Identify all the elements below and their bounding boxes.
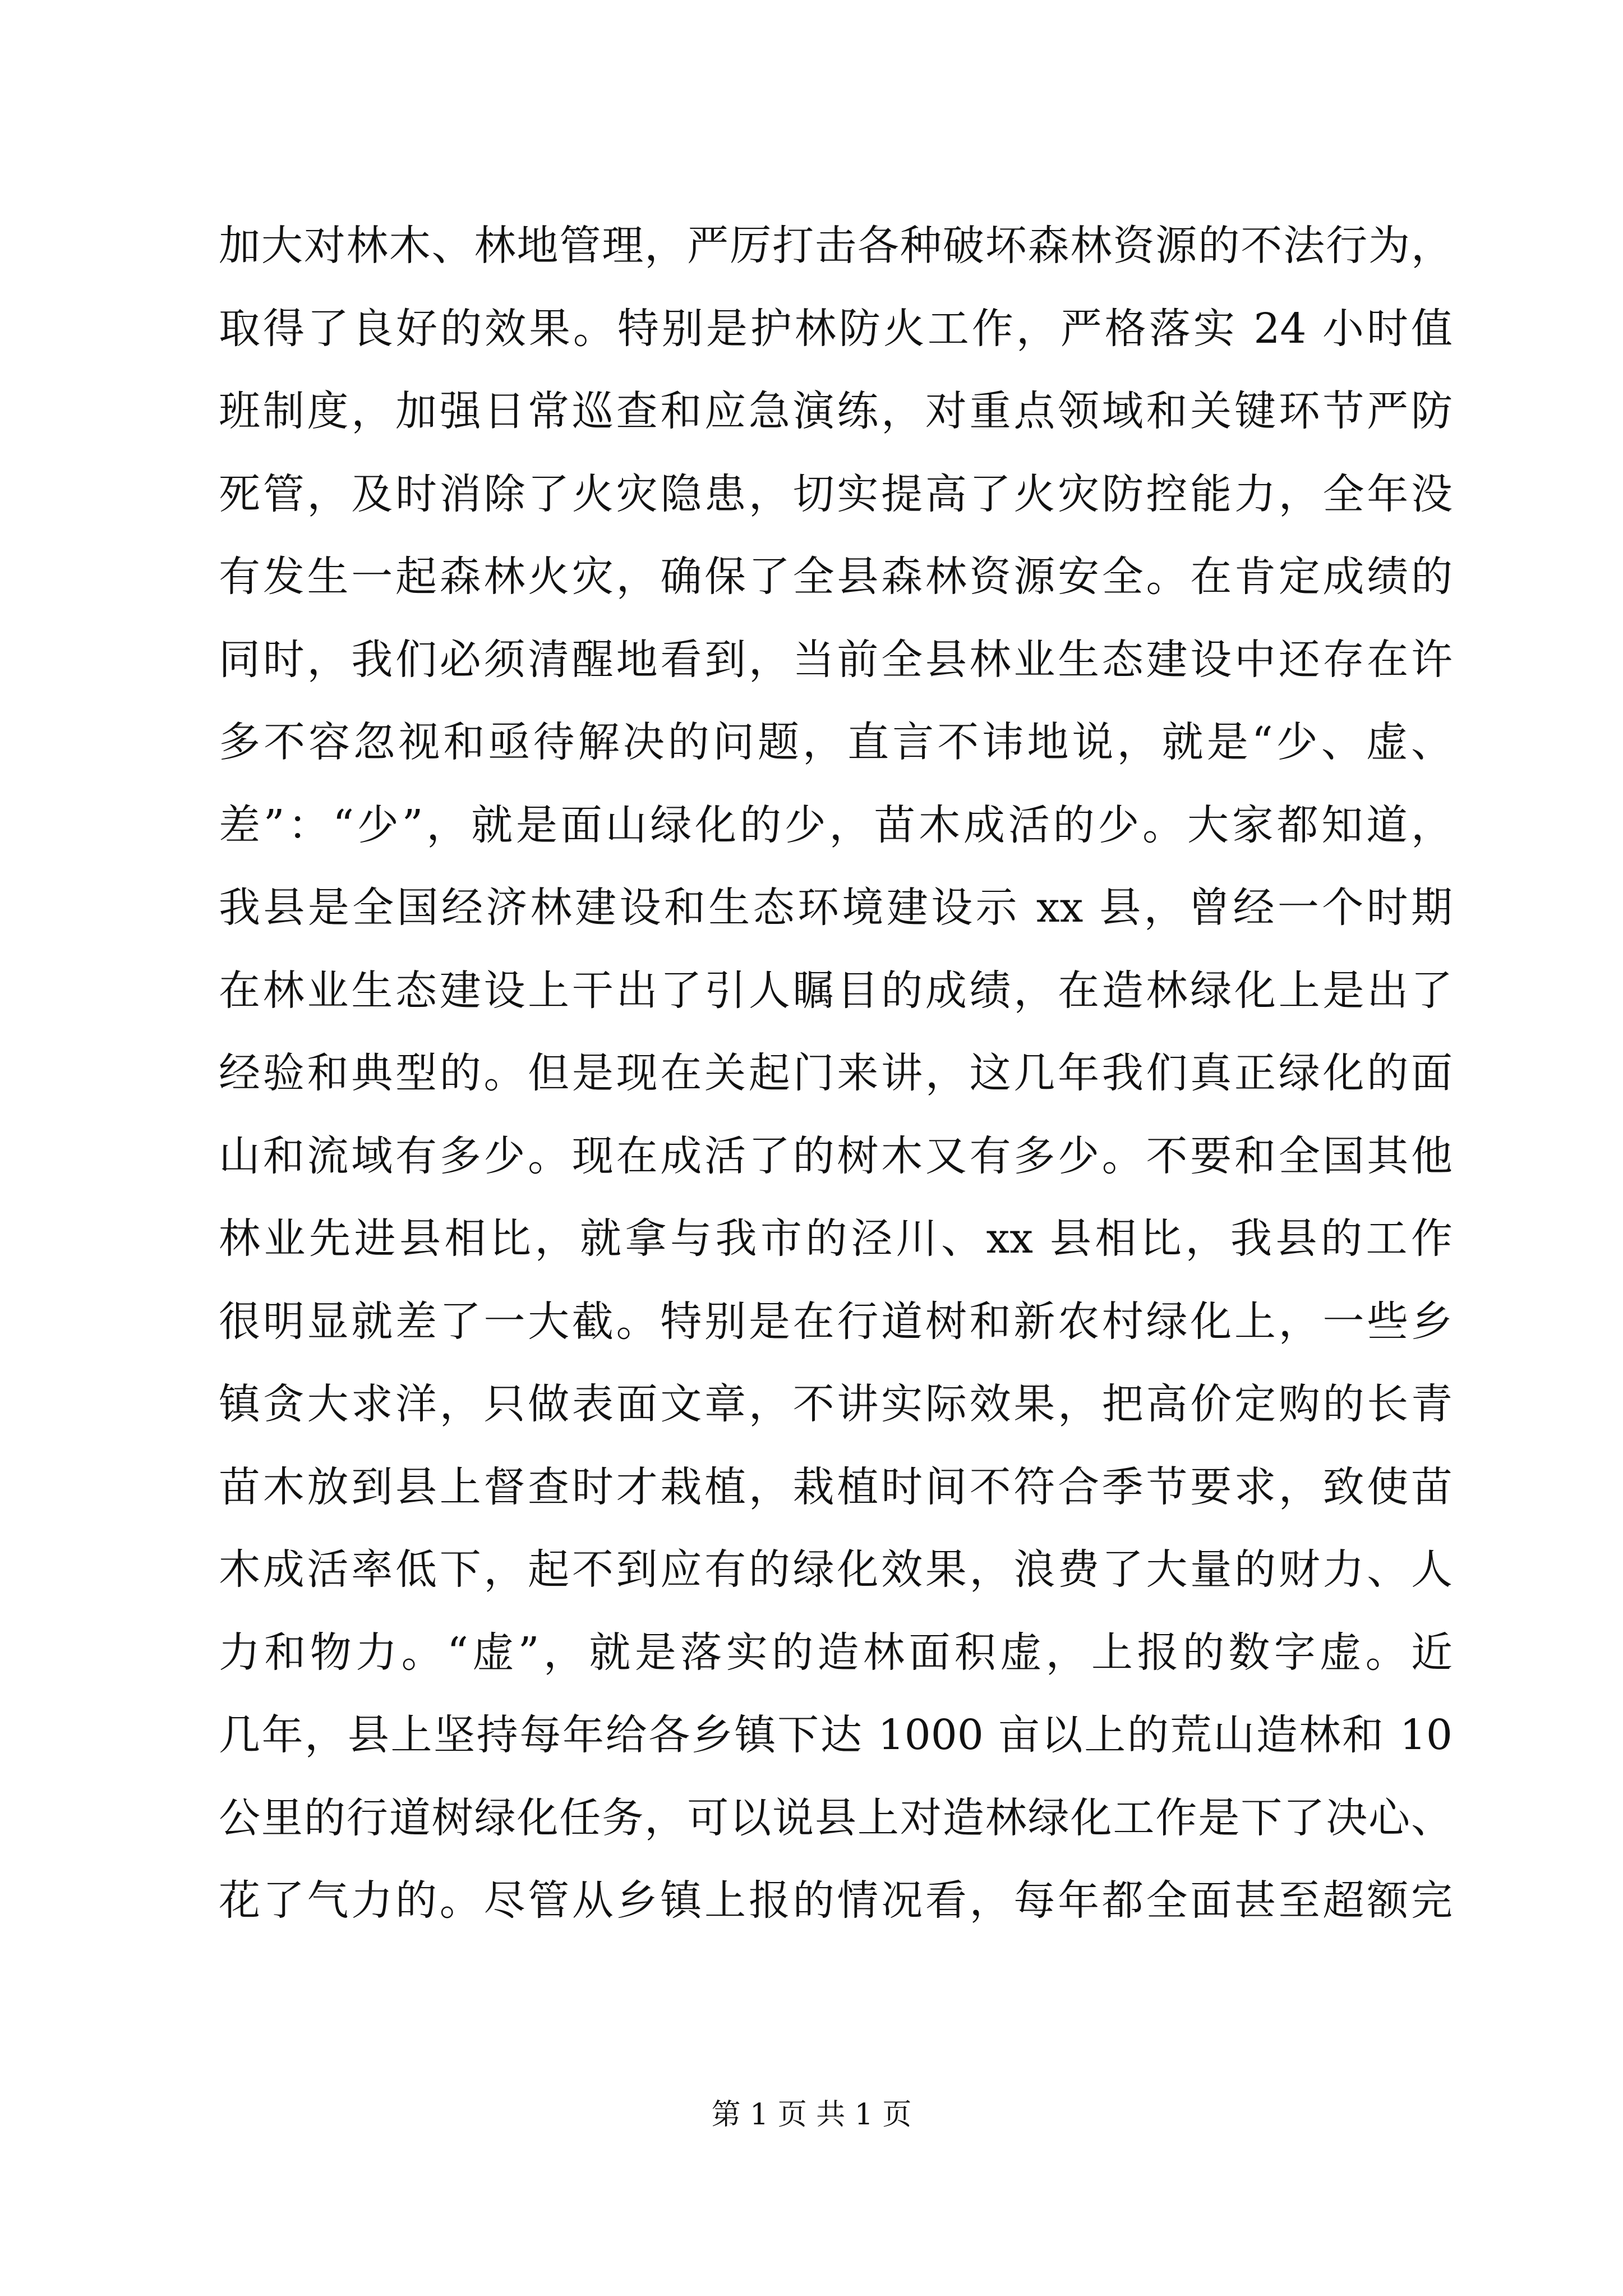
text-line: 有发生一起森林火灾，确保了全县森林资源安全。在肯定成绩的	[219, 553, 1453, 601]
text-line: 林业先进县相比，就拿与我市的泾川、xx 县相比，我县的工作	[219, 1214, 1453, 1263]
body-text	[219, 205, 1453, 1943]
text-line: 我县是全国经济林建设和生态环境建设示 xx 县，曾经一个时期	[219, 884, 1453, 932]
text-line: 取得了良好的效果。特别是护林防火工作，严格落实 24 小时值	[219, 304, 1453, 353]
text-line: 死管，及时消除了火灾隐患，切实提高了火灾防控能力，全年没	[219, 470, 1453, 518]
text-line: 加大对林木、林地管理，严厉打击各种破坏森林资源的不法行为，	[219, 222, 1453, 270]
text-line: 镇贪大求洋，只做表面文章，不讲实际效果，把高价定购的长青	[219, 1380, 1453, 1428]
text-line: 山和流域有多少。现在成活了的树木又有多少。不要和全国其他	[219, 1131, 1453, 1180]
text-line: 很明显就差了一大截。特别是在行道树和新农村绿化上，一些乡	[219, 1297, 1453, 1346]
text-line: 同时，我们必须清醒地看到，当前全县林业生态建设中还存在许	[219, 635, 1453, 684]
text-line: 在林业生态建设上干出了引人瞩目的成绩，在造林绿化上是出了	[219, 966, 1453, 1015]
text-line: 木成活率低下，起不到应有的绿化效果，浪费了大量的财力、人	[219, 1545, 1453, 1594]
text-line: 苗木放到县上督查时才栽植，栽植时间不符合季节要求，致使苗	[219, 1462, 1453, 1511]
text-line: 花了气力的。尽管从乡镇上报的情况看，每年都全面甚至超额完	[219, 1876, 1453, 1925]
text-line: 公里的行道树绿化任务，可以说县上对造林绿化工作是下了决心、	[219, 1793, 1453, 1842]
text-line: 力和物力。“虚”，就是落实的造林面积虚，上报的数字虚。近	[219, 1628, 1453, 1677]
text-line: 差”：“少”，就是面山绿化的少，苗木成活的少。大家都知道，	[219, 800, 1453, 849]
text-line: 班制度，加强日常巡查和应急演练，对重点领域和关键环节严防	[219, 387, 1453, 435]
text-line: 几年，县上坚持每年给各乡镇下达 1000 亩以上的荒山造林和 10	[219, 1711, 1453, 1759]
page-footer: 第 1 页 共 1 页	[711, 2098, 912, 2132]
text-line: 多不容忽视和亟待解决的问题，直言不讳地说，就是“少、虚、	[219, 718, 1453, 766]
text-line: 经验和典型的。但是现在关起门来讲，这几年我们真正绿化的面	[219, 1049, 1453, 1097]
